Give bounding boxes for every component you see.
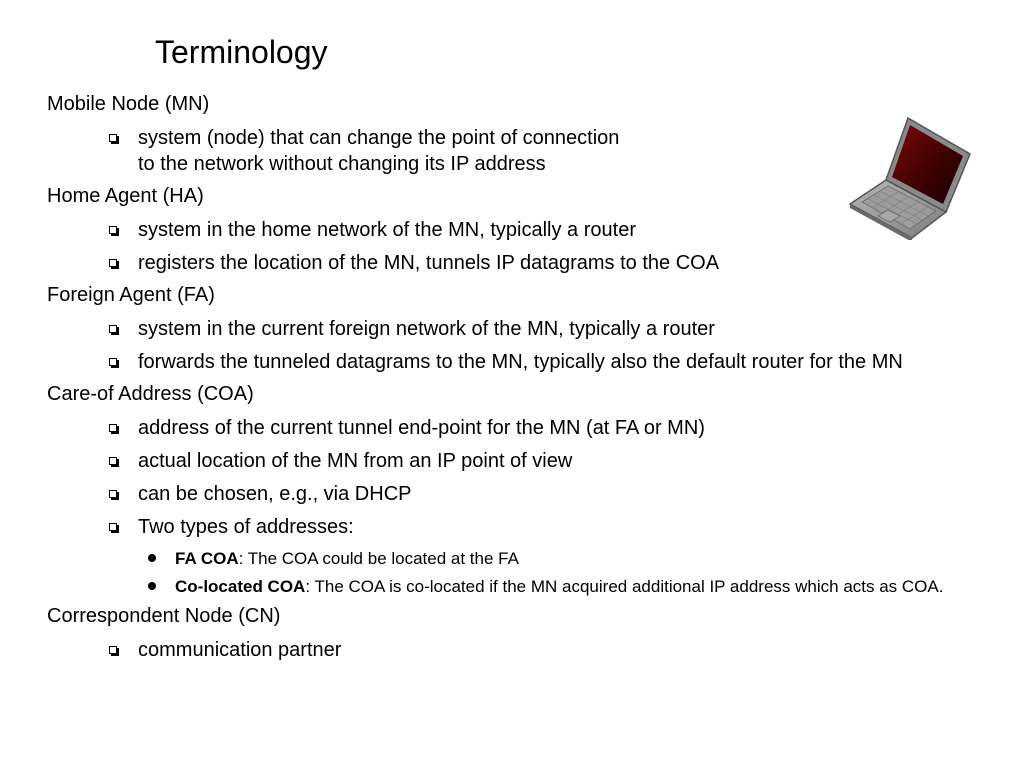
round-bullet-icon [148, 582, 156, 590]
item-text: system (node) that can change the point of connection [138, 127, 620, 149]
subitem-term: FA COA [175, 549, 239, 568]
item-text: system in the home network of the MN, typically a router [138, 219, 636, 241]
page-title: Terminology [155, 34, 328, 70]
subitem-text: : The COA is co-located if the MN acquired additional IP address which acts as COA. [305, 577, 944, 596]
subitem-text: : The COA could be located at the FA [238, 549, 519, 568]
item-text: communication partner [138, 639, 342, 661]
square-bullet-icon [109, 358, 117, 366]
list-item [138, 448, 987, 474]
square-bullet-icon [109, 325, 117, 333]
item-text: Two types of addresses: [138, 516, 354, 538]
term-care-of-address: Care-of Address (COA) [47, 383, 254, 405]
list-item [138, 349, 987, 375]
square-bullet-icon [109, 424, 117, 432]
list-item [138, 481, 987, 507]
square-bullet-icon [109, 490, 117, 498]
item-text: address of the current tunnel end-point for the MN (at FA or MN) [138, 417, 705, 439]
term-correspondent-node: Correspondent Node (CN) [47, 605, 281, 627]
list-item [138, 514, 987, 540]
square-bullet-icon [109, 134, 117, 142]
round-bullet-icon [148, 554, 156, 562]
item-text: actual location of the MN from an IP point of view [138, 450, 573, 472]
item-text: forwards the tunneled datagrams to the MN, typically also the default router for the MN [138, 351, 903, 373]
item-text: can be chosen, e.g., via DHCP [138, 483, 412, 505]
list-subitem [175, 547, 987, 570]
term-home-agent: Home Agent (HA) [47, 185, 204, 207]
subitem-term: Co-located COA [175, 577, 306, 596]
list-item [138, 316, 987, 342]
item-text-continuation: to the network without changing its IP address [138, 153, 546, 175]
square-bullet-icon [109, 646, 117, 654]
list-item [138, 415, 987, 441]
terminology-list [47, 92, 987, 670]
list-item [138, 637, 987, 663]
term-mobile-node: Mobile Node (MN) [47, 93, 210, 115]
square-bullet-icon [109, 259, 117, 267]
laptop-icon [848, 116, 972, 240]
term-foreign-agent: Foreign Agent (FA) [47, 284, 215, 306]
list-item [138, 250, 987, 276]
item-text: system in the current foreign network of the MN, typically a router [138, 318, 715, 340]
item-text: registers the location of the MN, tunnels IP datagrams to the COA [138, 252, 720, 274]
square-bullet-icon [109, 457, 117, 465]
square-bullet-icon [109, 523, 117, 531]
square-bullet-icon [109, 226, 117, 234]
list-subitem [175, 575, 987, 598]
